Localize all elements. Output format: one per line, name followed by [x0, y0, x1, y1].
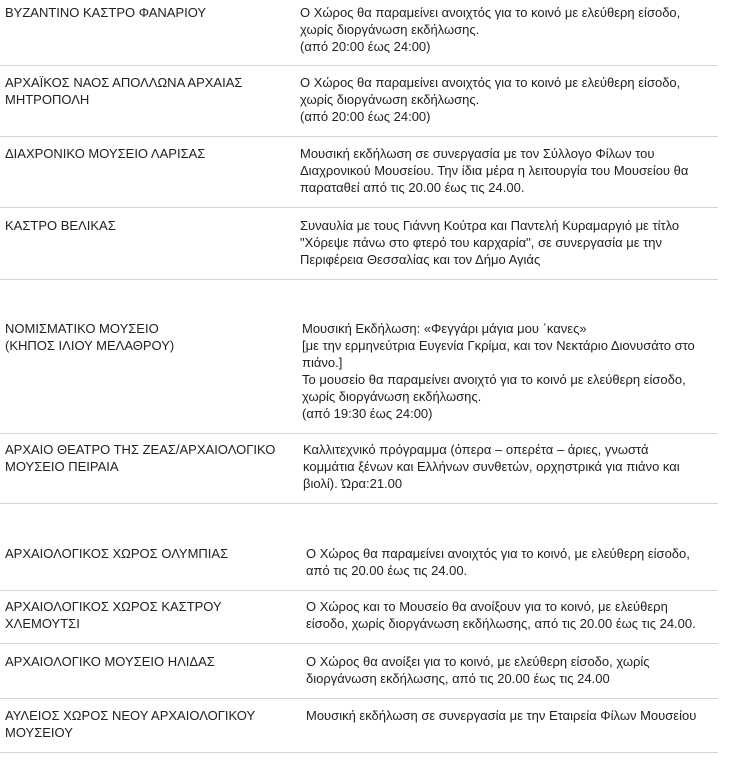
- venue-name: ΑΡΧΑΙΟ ΘΕΑΤΡΟ ΤΗΣ ΖΕΑΣ/ΑΡΧΑΙΟΛΟΓΙΚΟ ΜΟΥΣΕΙΟ ΠΕΙΡΑΙΑ: [5, 442, 276, 474]
- row-divider: [0, 279, 718, 280]
- row-divider: [0, 136, 718, 137]
- venue-name: ΚΑΣΤΡΟ ΒΕΛΙΚΑΣ: [5, 218, 116, 233]
- row-divider: [0, 698, 718, 699]
- event-description: Ο Χώρος θα παραμείνει ανοιχτός για το κοινό με ελεύθερη είσοδο, χωρίς διοργάνωση εκδήλωσης. (από 20:00 έως 24:00): [300, 5, 681, 54]
- venue-name: ΑΡΧΑΙΟΛΟΓΙΚΟ ΜΟΥΣΕΙΟ ΗΛΙΔΑΣ: [5, 654, 215, 669]
- event-description: Ο Χώρος θα ανοίξει για το κοινό, με ελεύθερη είσοδο, χωρίς διοργάνωση εκδήλωσης, από τις 20.00 έως τις 24.00: [306, 654, 650, 686]
- venue-name: ΔΙΑΧΡΟΝΙΚΟ ΜΟΥΣΕΙΟ ΛΑΡΙΣΑΣ: [5, 146, 206, 161]
- row-divider: [0, 207, 718, 208]
- event-description: Μουσική εκδήλωση σε συνεργασία με την Εταιρεία Φίλων Μουσείου: [306, 708, 697, 723]
- row-divider: [0, 590, 718, 591]
- event-description: Μουσική εκδήλωση σε συνεργασία με τον Σύλλογο Φίλων του Διαχρονικού Μουσείου. Την ίδια μέρα η λειτουργία του Μουσείου θα παραταθεί από τις 20.00 έως τις 24.00.: [300, 146, 689, 195]
- event-description: Καλλιτεχνικό πρόγραμμα (όπερα – οπερέτα – άριες, γνωστά κομμάτια ξένων και Ελλήνων συνθετών, ορχηστρικά για πιάνο και βιολί). Ώρα:21.00: [303, 442, 680, 491]
- row-divider: [0, 433, 718, 434]
- venue-name: ΑΡΧΑΪΚΟΣ ΝΑΟΣ ΑΠΟΛΛΩΝΑ ΑΡΧΑΙΑΣ ΜΗΤΡΟΠΟΛΗ: [5, 75, 243, 107]
- event-description: Μουσική Εκδήλωση: «Φεγγάρι μάγια μου ΄κανες» [με την ερμηνεύτρια Ευγενία Γκρίμα, και τον Νεκτάριο Διονυσάτο στο πιάνο.] Το μουσείο θα παραμείνει ανοιχτό για το κοινό με ελεύθερη είσοδο, χωρίς διοργάνωση εκδήλωσης. (από 19:30 έως 24:00): [302, 321, 695, 421]
- row-divider: [0, 643, 718, 644]
- venue-name: ΝΟΜΙΣΜΑΤΙΚΟ ΜΟΥΣΕΙΟ (ΚΗΠΟΣ ΙΛΙΟΥ ΜΕΛΑΘΡΟΥ): [5, 321, 175, 353]
- venue-name: ΑΡΧΑΙΟΛΟΓΙΚΟΣ ΧΩΡΟΣ ΚΑΣΤΡΟΥ ΧΛΕΜΟΥΤΣΙ: [5, 599, 222, 631]
- event-description: Συναυλία με τους Γιάννη Κούτρα και Παντελή Κυραμαργιό με τίτλο "Χόρεψε πάνω στο φτερό του καρχαρία", σε συνεργασία με την Περιφέρεια Θεσσαλίας και τον Δήμο Αγιάς: [300, 218, 680, 267]
- event-description: Ο Χώρος και το Μουσείο θα ανοίξουν για το κοινό, με ελεύθερη είσοδο, χωρίς διοργάνωση εκδήλωσης, από τις 20.00 έως τις 24.00.: [306, 599, 696, 631]
- venue-name: ΑΡΧΑΙΟΛΟΓΙΚΟΣ ΧΩΡΟΣ ΟΛΥΜΠΙΑΣ: [5, 546, 229, 561]
- row-divider: [0, 503, 718, 504]
- venue-name: ΒΥΖΑΝΤΙΝΟ ΚΑΣΤΡΟ ΦΑΝΑΡΙΟΥ: [5, 5, 207, 20]
- event-description: Ο Χώρος θα παραμείνει ανοιχτός για το κοινό, με ελεύθερη είσοδο, από τις 20.00 έως τις 24.00.: [306, 546, 690, 578]
- venue-name: ΑΥΛΕΙΟΣ ΧΩΡΟΣ ΝΕΟΥ ΑΡΧΑΙΟΛΟΓΙΚΟΥ ΜΟΥΣΕΙΟΥ: [5, 708, 256, 740]
- row-divider: [0, 752, 718, 753]
- row-divider: [0, 65, 718, 66]
- event-description: Ο Χώρος θα παραμείνει ανοιχτός για το κοινό με ελεύθερη είσοδο, χωρίς διοργάνωση εκδήλωσης. (από 20:00 έως 24:00): [300, 75, 681, 124]
